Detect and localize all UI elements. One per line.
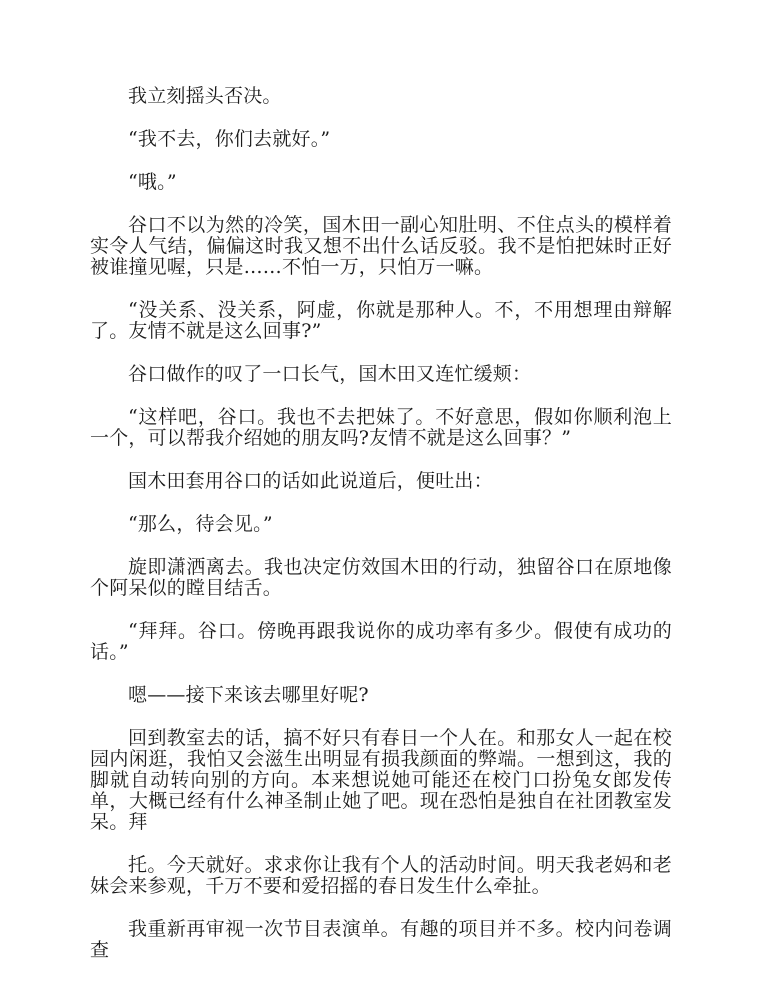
paragraph-15: 我重新再审视一次节目表演单。有趣的项目并不多。校内问卷调查 bbox=[90, 918, 672, 961]
paragraph-4: 谷口不以为然的冷笑，国木田一副心知肚明、不住点头的模样着实令人气结，偏偏这时我又想不出什么话反驳。我不是怕把妹时正好被谁撞见喔，只是……不怕一万，只怕万一嘛。 bbox=[90, 214, 672, 278]
paragraph-11: “拜拜。谷口。傍晚再跟我说你的成功率有多少。假使有成功的话。” bbox=[90, 620, 672, 663]
paragraph-8: 国木田套用谷口的话如此说道后，便吐出： bbox=[128, 470, 493, 492]
paragraph-10: 旋即潇洒离去。我也决定仿效国木田的行动，独留谷口在原地像个阿呆似的瞠目结舌。 bbox=[90, 556, 672, 599]
document-page bbox=[90, 86, 672, 983]
paragraph-7: “这样吧，谷口。我也不去把妹了。不好意思，假如你顺利泡上一个，可以帮我介绍她的朋友吗?友情不就是这么回事？” bbox=[90, 406, 672, 449]
paragraph-12: 嗯——接下来该去哪里好呢? bbox=[128, 684, 369, 706]
paragraph-2: “我不去，你们去就好。” bbox=[128, 128, 331, 150]
paragraph-13: 回到教室去的话，搞不好只有春日一个人在。和那女人一起在校园内闲逛，我怕又会滋生出明显有损我颜面的弊端。一想到这，我的脚就自动转向别的方向。本来想说她可能还在校门口扮兔女郎发传单，大概已经有什么神圣制止她了吧。现在恐怕是独自在社团教室发呆。拜 bbox=[90, 727, 672, 833]
paragraph-3: “哦。” bbox=[128, 171, 177, 193]
paragraph-5: “没关系、没关系，阿虚，你就是那种人。不，不用想理由辩解了。友情不就是这么回事?” bbox=[90, 299, 672, 342]
paragraph-9: “那么，待会见。” bbox=[128, 513, 273, 535]
paragraph-1: 我立刻摇头否决。 bbox=[128, 85, 282, 107]
paragraph-6: 谷口做作的叹了一口长气，国木田又连忙缓颊： bbox=[128, 363, 532, 385]
paragraph-14: 托。今天就好。求求你让我有个人的活动时间。明天我老妈和老妹会来参观，千万不要和爱招摇的春日发生什么牵扯。 bbox=[90, 854, 672, 897]
